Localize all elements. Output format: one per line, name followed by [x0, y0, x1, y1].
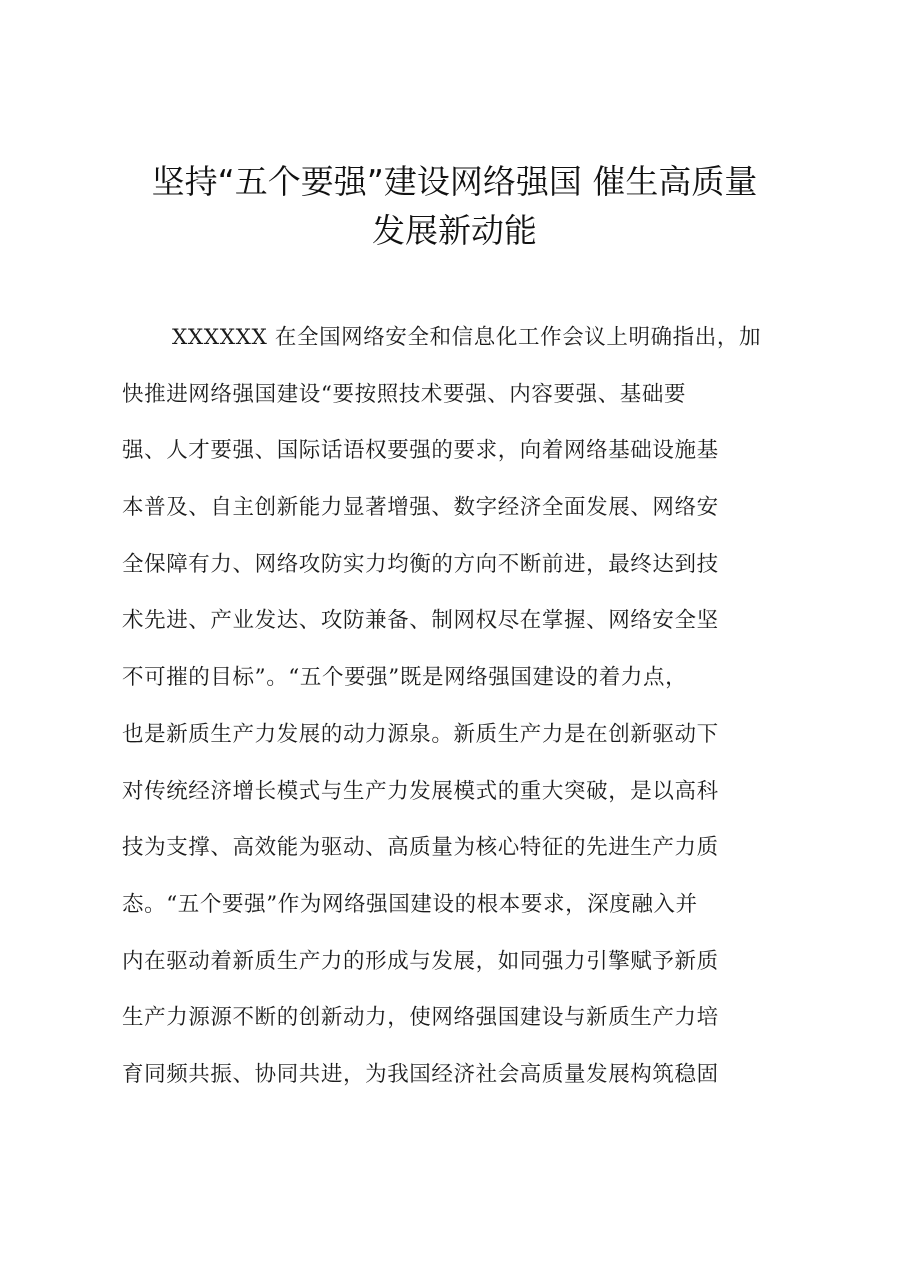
body-line: 全保障有力、网络攻防实力均衡的方向不断前进，最终达到技	[122, 551, 719, 577]
body-line: 内在驱动着新质生产力的形成与发展，如同强力引擎赋予新质	[122, 948, 719, 974]
body-line: 生产力源源不断的创新动力，使网络强国建设与新质生产力培	[122, 1005, 719, 1031]
body-line: 也是新质生产力发展的动力源泉。新质生产力是在创新驱动下	[122, 721, 719, 747]
body-line: XXXXXX 在全国网络安全和信息化工作会议上明确指出，加	[172, 325, 762, 350]
body-line: 术先进、产业发达、攻防兼备、制网权尽在掌握、网络安全坚	[122, 608, 719, 634]
body-line: 对传统经济增长模式与生产力发展模式的重大突破，是以高科	[122, 778, 719, 804]
body-line: 不可摧的目标”。“五个要强”既是网络强国建设的着力点，	[122, 665, 688, 691]
title-line-1: 坚持“五个要强”建设网络强国 催生高质量	[151, 162, 758, 201]
body-line: 育同频共振、协同共进，为我国经济社会高质量发展构筑稳固	[122, 1061, 719, 1087]
body-line: 快推进网络强国建设“要按照技术要强、内容要强、基础要	[122, 381, 687, 407]
body-line: 本普及、自主创新能力显著增强、数字经济全面发展、网络安	[122, 495, 719, 521]
document-title	[100, 157, 809, 255]
body-line: 技为支撑、高效能为驱动、高质量为核心特征的先进生产力质	[122, 835, 719, 861]
title-line-2: 发展新动能	[372, 211, 537, 250]
body-line: 强、人才要强、国际话语权要强的要求，向着网络基础设施基	[122, 438, 719, 464]
document-body	[122, 310, 787, 1104]
body-line: 态。“五个要强”作为网络强国建设的根本要求，深度融入并	[122, 891, 698, 917]
